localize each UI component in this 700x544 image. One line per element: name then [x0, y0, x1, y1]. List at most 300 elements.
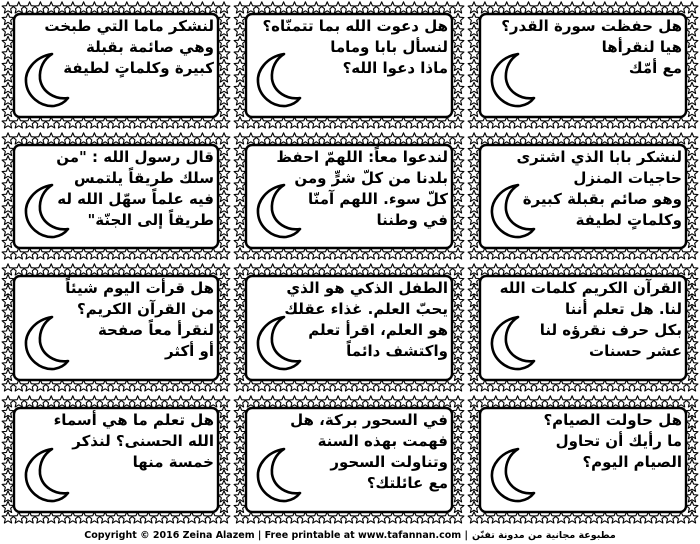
star-icon — [343, 512, 355, 523]
star-icon — [452, 306, 464, 317]
star-icon — [468, 449, 480, 460]
star-icon — [512, 133, 524, 144]
star-icon — [675, 396, 687, 407]
star-icon — [376, 380, 388, 391]
star-icon — [289, 133, 301, 144]
star-icon — [544, 512, 556, 523]
star-icon — [300, 248, 312, 259]
star-icon — [218, 167, 230, 178]
star-icon — [365, 133, 377, 144]
star-icon — [566, 380, 578, 391]
star-icon — [599, 396, 611, 407]
star-icon — [566, 133, 578, 144]
star-icon — [234, 225, 246, 236]
star-icon — [78, 396, 90, 407]
star-icon — [686, 295, 698, 306]
star-icon — [164, 512, 176, 523]
star-icon — [452, 36, 464, 47]
star-icon — [452, 167, 464, 178]
star-icon — [132, 512, 144, 523]
star-icon — [468, 512, 480, 523]
star-icon — [2, 380, 14, 391]
star-icon — [218, 317, 230, 328]
star-icon — [2, 13, 14, 24]
star-icon — [686, 59, 698, 70]
star-icon — [143, 133, 155, 144]
star-icon — [387, 2, 399, 13]
star-icon — [452, 190, 464, 201]
star-icon — [24, 117, 36, 128]
star-icon — [632, 248, 644, 259]
star-icon — [452, 133, 464, 144]
star-icon — [218, 406, 230, 417]
star-icon — [566, 264, 578, 275]
star-icon — [2, 512, 14, 523]
star-icon — [452, 427, 464, 438]
star-icon — [132, 133, 144, 144]
star-icon — [479, 117, 491, 128]
star-icon — [441, 380, 453, 391]
star-icon — [234, 438, 246, 449]
star-icon — [218, 491, 230, 502]
star-icon — [234, 338, 246, 349]
star-icon — [452, 25, 464, 36]
star-icon — [300, 264, 312, 275]
star-icon — [544, 117, 556, 128]
star-icon — [234, 167, 246, 178]
star-icon — [67, 396, 79, 407]
star-icon — [186, 396, 198, 407]
card — [232, 0, 466, 131]
star-icon — [310, 512, 322, 523]
star-icon — [468, 274, 480, 285]
star-icon — [468, 317, 480, 328]
star-icon — [132, 396, 144, 407]
star-icon — [555, 117, 567, 128]
crescent-moon-icon — [488, 314, 536, 372]
star-icon — [479, 133, 491, 144]
star-icon — [121, 380, 133, 391]
star-icon — [501, 512, 513, 523]
star-icon — [452, 359, 464, 370]
card-text: القرآن الكريم كلمات الله لنا. هل تعلم أننا بكل حرف نقرؤه لنا عشر حسنات — [499, 279, 682, 360]
star-icon — [409, 264, 421, 275]
star-icon — [2, 327, 14, 338]
card-text: في السحور بركة، هل فهمت بهذه السنة وتناولت السحور مع عائلتك؟ — [290, 411, 448, 492]
star-icon — [56, 2, 68, 13]
star-icon — [245, 2, 257, 13]
star-icon — [2, 306, 14, 317]
star-icon — [321, 117, 333, 128]
star-icon — [468, 480, 480, 491]
star-icon — [110, 248, 122, 259]
star-icon — [441, 248, 453, 259]
star-icon — [110, 117, 122, 128]
star-icon — [310, 396, 322, 407]
star-icon — [186, 512, 198, 523]
star-icon — [35, 512, 47, 523]
star-icon — [664, 380, 676, 391]
star-icon — [132, 248, 144, 259]
star-icon — [419, 133, 431, 144]
star-icon — [632, 117, 644, 128]
star-icon — [512, 2, 524, 13]
star-icon — [218, 327, 230, 338]
card — [0, 0, 232, 131]
star-icon — [419, 248, 431, 259]
star-icon — [452, 117, 464, 128]
star-icon — [164, 396, 176, 407]
star-icon — [2, 470, 14, 481]
star-icon — [234, 190, 246, 201]
star-icon — [164, 248, 176, 259]
card-text: قال رسول الله : "من سلك طريقاً يلتمس فيه علماً سهّل الله له طريقاً إلى الجنّة" — [56, 148, 214, 229]
star-icon — [365, 380, 377, 391]
star-icon — [164, 133, 176, 144]
star-icon — [534, 117, 546, 128]
star-icon — [132, 264, 144, 275]
star-icon — [452, 480, 464, 491]
star-icon — [45, 2, 57, 13]
star-icon — [430, 512, 442, 523]
star-icon — [686, 190, 698, 201]
star-icon — [164, 2, 176, 13]
star-icon — [468, 71, 480, 82]
star-icon — [387, 264, 399, 275]
star-icon — [121, 264, 133, 275]
star-icon — [365, 264, 377, 275]
star-icon — [2, 36, 14, 47]
star-icon — [621, 133, 633, 144]
star-icon — [365, 396, 377, 407]
star-icon — [468, 13, 480, 24]
star-icon — [2, 369, 14, 380]
star-icon — [234, 2, 246, 13]
star-icon — [99, 248, 111, 259]
star-icon — [267, 133, 279, 144]
star-icon — [234, 13, 246, 24]
star-icon — [218, 144, 230, 155]
star-icon — [490, 117, 502, 128]
star-icon — [300, 117, 312, 128]
star-icon — [321, 380, 333, 391]
star-icon — [365, 2, 377, 13]
star-icon — [289, 264, 301, 275]
star-icon — [387, 512, 399, 523]
star-icon — [256, 248, 268, 259]
star-icon — [2, 396, 14, 407]
star-icon — [24, 248, 36, 259]
star-icon — [643, 380, 655, 391]
star-icon — [2, 213, 14, 224]
star-icon — [2, 417, 14, 428]
star-icon — [56, 380, 68, 391]
star-icon — [354, 117, 366, 128]
star-icon — [234, 274, 246, 285]
star-icon — [321, 248, 333, 259]
star-icon — [523, 248, 535, 259]
star-icon — [234, 94, 246, 105]
star-icon — [256, 396, 268, 407]
star-icon — [67, 117, 79, 128]
star-icon — [610, 2, 622, 13]
star-icon — [234, 179, 246, 190]
star-icon — [599, 248, 611, 259]
star-icon — [555, 512, 567, 523]
star-icon — [78, 133, 90, 144]
star-icon — [278, 117, 290, 128]
card — [0, 131, 232, 262]
star-icon — [218, 105, 230, 116]
star-icon — [376, 117, 388, 128]
card-text: لنشكر ماما التي طبخت وهي صائمة بقبلة كبيرة وكلماتٍ لطيفة — [44, 17, 214, 77]
star-icon — [610, 117, 622, 128]
star-icon — [218, 285, 230, 296]
star-icon — [278, 396, 290, 407]
star-icon — [686, 512, 698, 523]
star-icon — [218, 449, 230, 460]
star-icon — [452, 248, 464, 259]
star-icon — [89, 396, 101, 407]
star-icon — [409, 512, 421, 523]
star-icon — [35, 248, 47, 259]
star-icon — [143, 117, 155, 128]
star-icon — [234, 133, 246, 144]
star-icon — [2, 317, 14, 328]
star-icon — [153, 248, 165, 259]
star-icon — [289, 117, 301, 128]
star-icon — [610, 264, 622, 275]
star-icon — [664, 117, 676, 128]
star-icon — [121, 2, 133, 13]
star-icon — [686, 285, 698, 296]
star-icon — [218, 36, 230, 47]
star-icon — [675, 133, 687, 144]
star-icon — [452, 264, 464, 275]
star-icon — [599, 380, 611, 391]
star-icon — [2, 105, 14, 116]
card — [466, 131, 700, 262]
star-icon — [256, 133, 268, 144]
star-icon — [234, 396, 246, 407]
star-icon — [2, 25, 14, 36]
star-icon — [686, 133, 698, 144]
star-icon — [332, 133, 344, 144]
star-icon — [577, 396, 589, 407]
star-icon — [468, 369, 480, 380]
star-icon — [89, 380, 101, 391]
star-icon — [398, 396, 410, 407]
star-icon — [419, 117, 431, 128]
star-icon — [354, 512, 366, 523]
card-text: لنشكر بابا الذي اشترى حاجيات المنزل وهو صائم بقبلة كبيرة وكلماتٍ لطيفة — [516, 148, 682, 229]
star-icon — [234, 427, 246, 438]
star-icon — [686, 236, 698, 247]
star-icon — [24, 264, 36, 275]
card — [466, 262, 700, 394]
star-icon — [78, 264, 90, 275]
star-icon — [2, 438, 14, 449]
crescent-moon-icon — [22, 182, 70, 240]
star-icon — [197, 248, 209, 259]
star-icon — [610, 133, 622, 144]
star-icon — [2, 285, 14, 296]
star-icon — [332, 248, 344, 259]
star-icon — [45, 117, 57, 128]
star-icon — [35, 396, 47, 407]
star-icon — [686, 396, 698, 407]
star-icon — [197, 133, 209, 144]
star-icon — [234, 285, 246, 296]
star-icon — [256, 380, 268, 391]
card-text: الطفل الذكي هو الذي يحبّ العلم. غذاء عقلك هو العلم، اقرأ تعلم واكتشف دائماً — [284, 279, 448, 360]
star-icon — [2, 59, 14, 70]
star-icon — [218, 133, 230, 144]
crescent-moon-icon — [254, 182, 302, 240]
star-icon — [523, 396, 535, 407]
star-icon — [207, 396, 219, 407]
star-icon — [234, 359, 246, 370]
star-icon — [452, 144, 464, 155]
star-icon — [24, 133, 36, 144]
star-icon — [512, 512, 524, 523]
star-icon — [577, 380, 589, 391]
star-icon — [686, 449, 698, 460]
star-icon — [643, 512, 655, 523]
star-icon — [588, 264, 600, 275]
star-icon — [452, 369, 464, 380]
star-icon — [153, 512, 165, 523]
star-icon — [643, 396, 655, 407]
star-icon — [2, 480, 14, 491]
star-icon — [343, 133, 355, 144]
star-icon — [387, 248, 399, 259]
star-icon — [588, 512, 600, 523]
star-icon — [234, 306, 246, 317]
card — [232, 394, 466, 526]
star-icon — [555, 133, 567, 144]
star-icon — [245, 248, 257, 259]
star-icon — [99, 396, 111, 407]
star-icon — [501, 117, 513, 128]
star-icon — [468, 470, 480, 481]
star-icon — [78, 117, 90, 128]
star-icon — [56, 264, 68, 275]
star-icon — [452, 317, 464, 328]
star-icon — [643, 2, 655, 13]
star-icon — [218, 213, 230, 224]
star-icon — [452, 202, 464, 213]
star-icon — [468, 94, 480, 105]
star-icon — [468, 417, 480, 428]
star-icon — [186, 264, 198, 275]
star-icon — [452, 71, 464, 82]
star-icon — [686, 82, 698, 93]
star-icon — [523, 117, 535, 128]
star-icon — [218, 190, 230, 201]
star-icon — [501, 133, 513, 144]
star-icon — [2, 295, 14, 306]
star-icon — [67, 2, 79, 13]
star-icon — [376, 2, 388, 13]
star-icon — [207, 248, 219, 259]
card-text: لندعوا معاً: اللهمّ احفظ بلدنا من كلّ شرٍّ ومن كلّ سوء. اللهم آمنّا في وطننا — [276, 148, 448, 229]
card-text: هل حاولت الصيام؟ ما رأيك أن تحاول الصيام اليوم؟ — [543, 411, 682, 471]
star-icon — [452, 501, 464, 512]
star-icon — [430, 117, 442, 128]
star-icon — [256, 512, 268, 523]
star-icon — [452, 94, 464, 105]
star-icon — [452, 213, 464, 224]
star-icon — [430, 133, 442, 144]
star-icon — [653, 380, 665, 391]
star-icon — [2, 133, 14, 144]
star-icon — [35, 133, 47, 144]
star-icon — [452, 338, 464, 349]
star-icon — [643, 117, 655, 128]
star-icon — [398, 512, 410, 523]
star-icon — [441, 117, 453, 128]
star-icon — [452, 48, 464, 59]
star-icon — [67, 380, 79, 391]
star-icon — [534, 133, 546, 144]
star-icon — [686, 359, 698, 370]
star-icon — [686, 225, 698, 236]
star-icon — [577, 2, 589, 13]
star-icon — [599, 2, 611, 13]
star-icon — [245, 117, 257, 128]
star-icon — [332, 264, 344, 275]
star-icon — [99, 2, 111, 13]
star-icon — [588, 2, 600, 13]
star-icon — [468, 48, 480, 59]
star-icon — [354, 396, 366, 407]
star-icon — [534, 248, 546, 259]
star-icon — [452, 82, 464, 93]
star-icon — [643, 133, 655, 144]
star-icon — [207, 133, 219, 144]
star-icon — [387, 117, 399, 128]
star-icon — [218, 2, 230, 13]
star-icon — [164, 380, 176, 391]
star-icon — [207, 2, 219, 13]
star-icon — [468, 59, 480, 70]
star-icon — [332, 2, 344, 13]
star-icon — [234, 82, 246, 93]
star-icon — [321, 512, 333, 523]
star-icon — [376, 248, 388, 259]
star-icon — [321, 396, 333, 407]
star-icon — [365, 512, 377, 523]
star-icon — [686, 380, 698, 391]
star-icon — [468, 264, 480, 275]
star-icon — [2, 71, 14, 82]
star-icon — [686, 459, 698, 470]
star-icon — [2, 156, 14, 167]
star-icon — [398, 117, 410, 128]
star-icon — [621, 2, 633, 13]
star-icon — [67, 512, 79, 523]
star-icon — [419, 396, 431, 407]
star-icon — [234, 202, 246, 213]
star-icon — [267, 396, 279, 407]
star-icon — [153, 133, 165, 144]
star-icon — [632, 380, 644, 391]
star-icon — [234, 295, 246, 306]
star-icon — [218, 369, 230, 380]
star-icon — [686, 264, 698, 275]
star-icon — [621, 117, 633, 128]
